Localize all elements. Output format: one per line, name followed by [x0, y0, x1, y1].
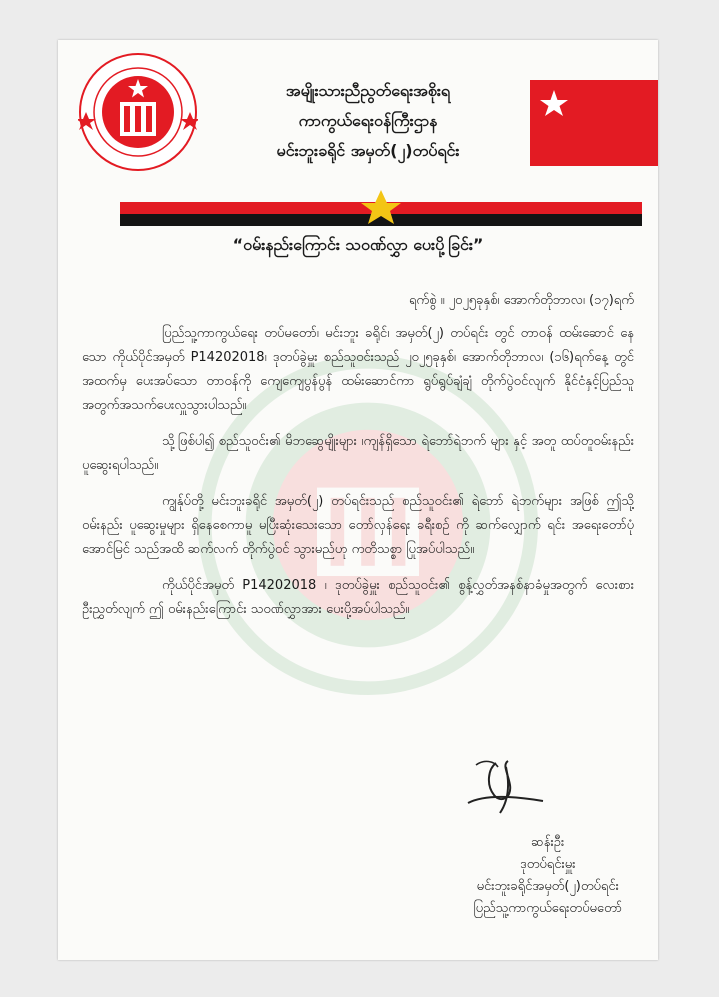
signer-army: ပြည်သူ့ကာကွယ်ရေးတပ်မတော်	[473, 901, 622, 916]
org-ministry: ကာကွယ်ရေးဝန်ကြီးဌာန	[298, 111, 438, 130]
flag-icon	[530, 80, 658, 166]
org-government: အမျိုးသားညီညွတ်ရေးအစိုးရ	[285, 81, 451, 100]
letter-title: “ဝမ်းနည်းကြောင်း သဝဏ်လွှာ ပေးပို့ခြင်း”	[232, 235, 484, 254]
signer-unit: မင်းဘူးခရိုင်အမှတ်(၂)တပ်ရင်း	[476, 879, 619, 894]
flag-band-icon	[120, 190, 642, 226]
org-battalion: မင်းဘူးခရိုင် အမှတ်(၂)တပ်ရင်း	[276, 141, 460, 160]
signoff-block	[473, 832, 622, 920]
army-seal-icon	[78, 52, 198, 172]
paragraph-1: ပြည်သူ့ကာကွယ်ရေး တပ်မတော်၊ မင်းဘူး ခရိုင်၊ အမှတ်(၂) တပ်ရင်း တွင် တာဝန် ထမ်းဆောင် နေသော ကိုယ်ပိုင်အမှတ် P14202018၊ ဒုတပ်ခွဲမှူး စည်သူဝင်းသည် ၂၀၂၅ခုနှစ်၊ အောက်တိုဘာလ၊ (၁၆)ရက်နေ့ တွင် အထက်မှ ပေးအပ်သော တာဝန်ကို ကျေကျေပွန်ပွန် ထမ်းဆောင်ကာ ရွပ်ရွပ်ချံချံ တိုက်ပွဲဝင်လျက် နိုင်ငံနှင့်ပြည်သူအတွက်အသက်ပေးလှူသွားပါသည်။	[82, 326, 634, 413]
signature-icon	[448, 755, 558, 825]
letter-page	[58, 40, 658, 960]
organization-header	[208, 76, 528, 166]
letter-date: ရက်စွဲ ။ ၂၀၂၅ခုနှစ်၊ အောက်တိုဘာလ၊ (၁၇)ရက်	[408, 293, 634, 308]
paragraph-2: သို့ဖြစ်ပါ၍ စည်သူဝင်း၏ မိဘဆွေမျိုးများ ၊ကျန်ရှိသော ရဲဘော်ရဲဘက် များ နှင့် အတူ ထပ်တူဝမ်းနည်း ပူဆွေးရပါသည်။	[82, 434, 634, 473]
signer-rank: ဒုတပ်ရင်းမှူး	[519, 857, 576, 872]
letter-body	[82, 322, 634, 634]
paragraph-3: ကျွန်ုပ်တို့ မင်းဘူးခရိုင် အမှတ်(၂) တပ်ရင်းသည် စည်သူဝင်း၏ ရဲဘော် ရဲဘက်များ အဖြစ် ဤသို့ဝမ်းနည်း ပူဆွေးမှုများ ရှိနေစေကာမူ မပြီးဆုံးသေးသော တော်လှန်ရေး ခရီးစဉ် ကို ဆက်လျှောက် ရင်း အရေးတော်ပုံ အောင်မြင် သည်အထိ ဆက်လက် တိုက်ပွဲဝင် သွားမည်ဟု ကတိသစ္စာ ပြုအပ်ပါသည်။	[82, 494, 634, 557]
paragraph-4: ကိုယ်ပိုင်အမှတ် P14202018 ၊ ဒုတပ်ခွဲမှူး စည်သူဝင်း၏ စွန့်လွှတ်အနစ်နာခံမှုအတွက် လေးစား ဦးညွှတ်လျက် ဤ ဝမ်းနည်းကြောင်း သဝဏ်လွှာအား ပေးပို့အပ်ပါသည်။	[82, 578, 634, 617]
signer-name: ဆန်းဦး	[531, 835, 565, 850]
